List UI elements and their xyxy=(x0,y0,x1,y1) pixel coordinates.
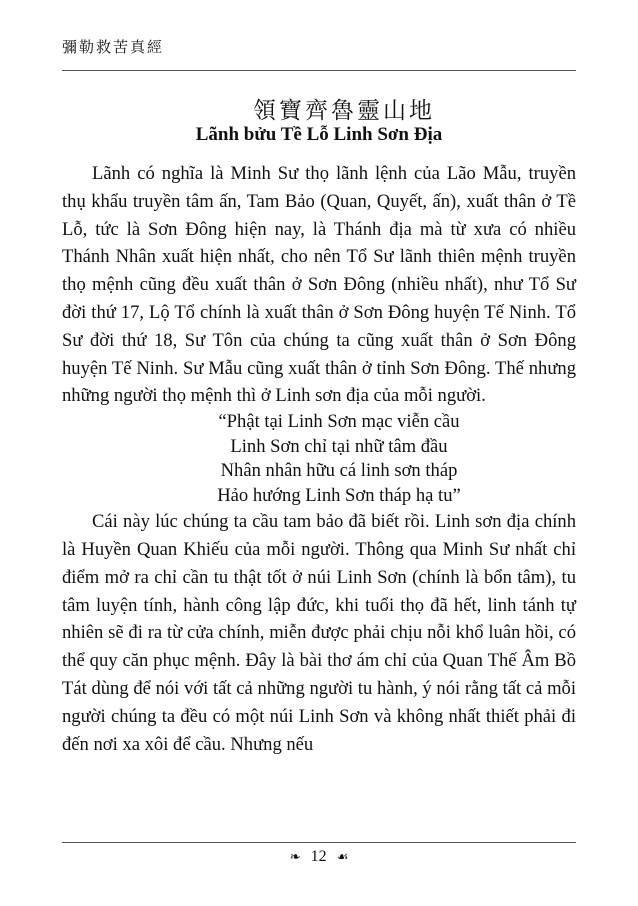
poem-line-3: Nhân nhân hữu cá linh sơn tháp xyxy=(220,460,458,482)
poem-line-2: Linh Sơn chỉ tại nhữ tâm đầu xyxy=(230,435,448,457)
footer-divider xyxy=(62,842,576,843)
page-footer xyxy=(0,848,638,866)
poem-line-1: “Phật tại Linh Sơn mạc viễn cầu xyxy=(218,411,460,433)
vietnamese-heading: Lãnh bửu Tề Lỗ Linh Sơn Địa xyxy=(195,124,443,145)
ornament-left-icon: ❧ xyxy=(289,850,301,865)
page-body xyxy=(62,160,576,758)
page-number: 12 xyxy=(310,848,327,865)
poem-line-4: Hảo hướng Linh Sơn tháp hạ tu” xyxy=(217,484,461,506)
paragraph-2: Cái này lúc chúng ta cầu tam bảo đã biết rồi. Linh sơn địa chính là Huyền Quan Khiếu của mỗi người. Thông qua Minh Sư nhất chỉ điểm mở ra chỉ cần tu thật tốt ở núi Linh Sơn (chính là bổn tâm), tu tâm luyện tính, hành công lập đức, khi tuổi thọ đã hết, linh tánh tự nhiên sẽ đi ra từ cửa chính, miễn được phải chịu nỗi khổ luân hồi, có thể quy căn phục mệnh. Đây là bài thơ ám chỉ của Quan Thế Âm Bồ Tát dùng để nói với tất cả những người tu hành, ý nói rằng tất cả mỗi người chúng ta đều có một núi Linh Sơn và không nhất thiết phải đi đến nơi xa xôi để cầu. Nhưng nếu xyxy=(62,511,576,755)
header-divider xyxy=(62,70,576,71)
chinese-heading: 領寶齊魯靈山地 xyxy=(253,98,435,124)
running-header: 彌勒救苦真經 xyxy=(62,38,165,56)
poem-block xyxy=(62,410,576,508)
paragraph-1: Lãnh có nghĩa là Minh Sư thọ lãnh lệnh của Lão Mẫu, truyền thụ khẩu truyền tâm ấn, Tam Bảo (Quan, Quyết, ấn), xuất thân ở Tề Lỗ, tức là Sơn Đông hiện nay, là Thánh địa mà từ xưa có nhiều Thánh Nhân xuất hiện nhất, cho nên Tổ Sư lãnh thiên mệnh truyền thọ mệnh cũng đều xuất thân ở Sơn Đông (nhiều nhất), như Tổ Sư đời thứ 17, Lộ Tổ chính là xuất thân ở Sơn Đông huyện Tế Ninh. Tổ Sư đời thứ 18, Sư Tôn của chúng ta cũng xuất thân ở Sơn Đông huyện Tế Ninh. Sư Mẫu cũng xuất thân ở tỉnh Sơn Đông. Thế nhưng những người thọ mệnh thì ở Linh sơn địa của mỗi người. xyxy=(62,163,576,407)
ornament-right-icon: ☙ xyxy=(336,850,349,865)
